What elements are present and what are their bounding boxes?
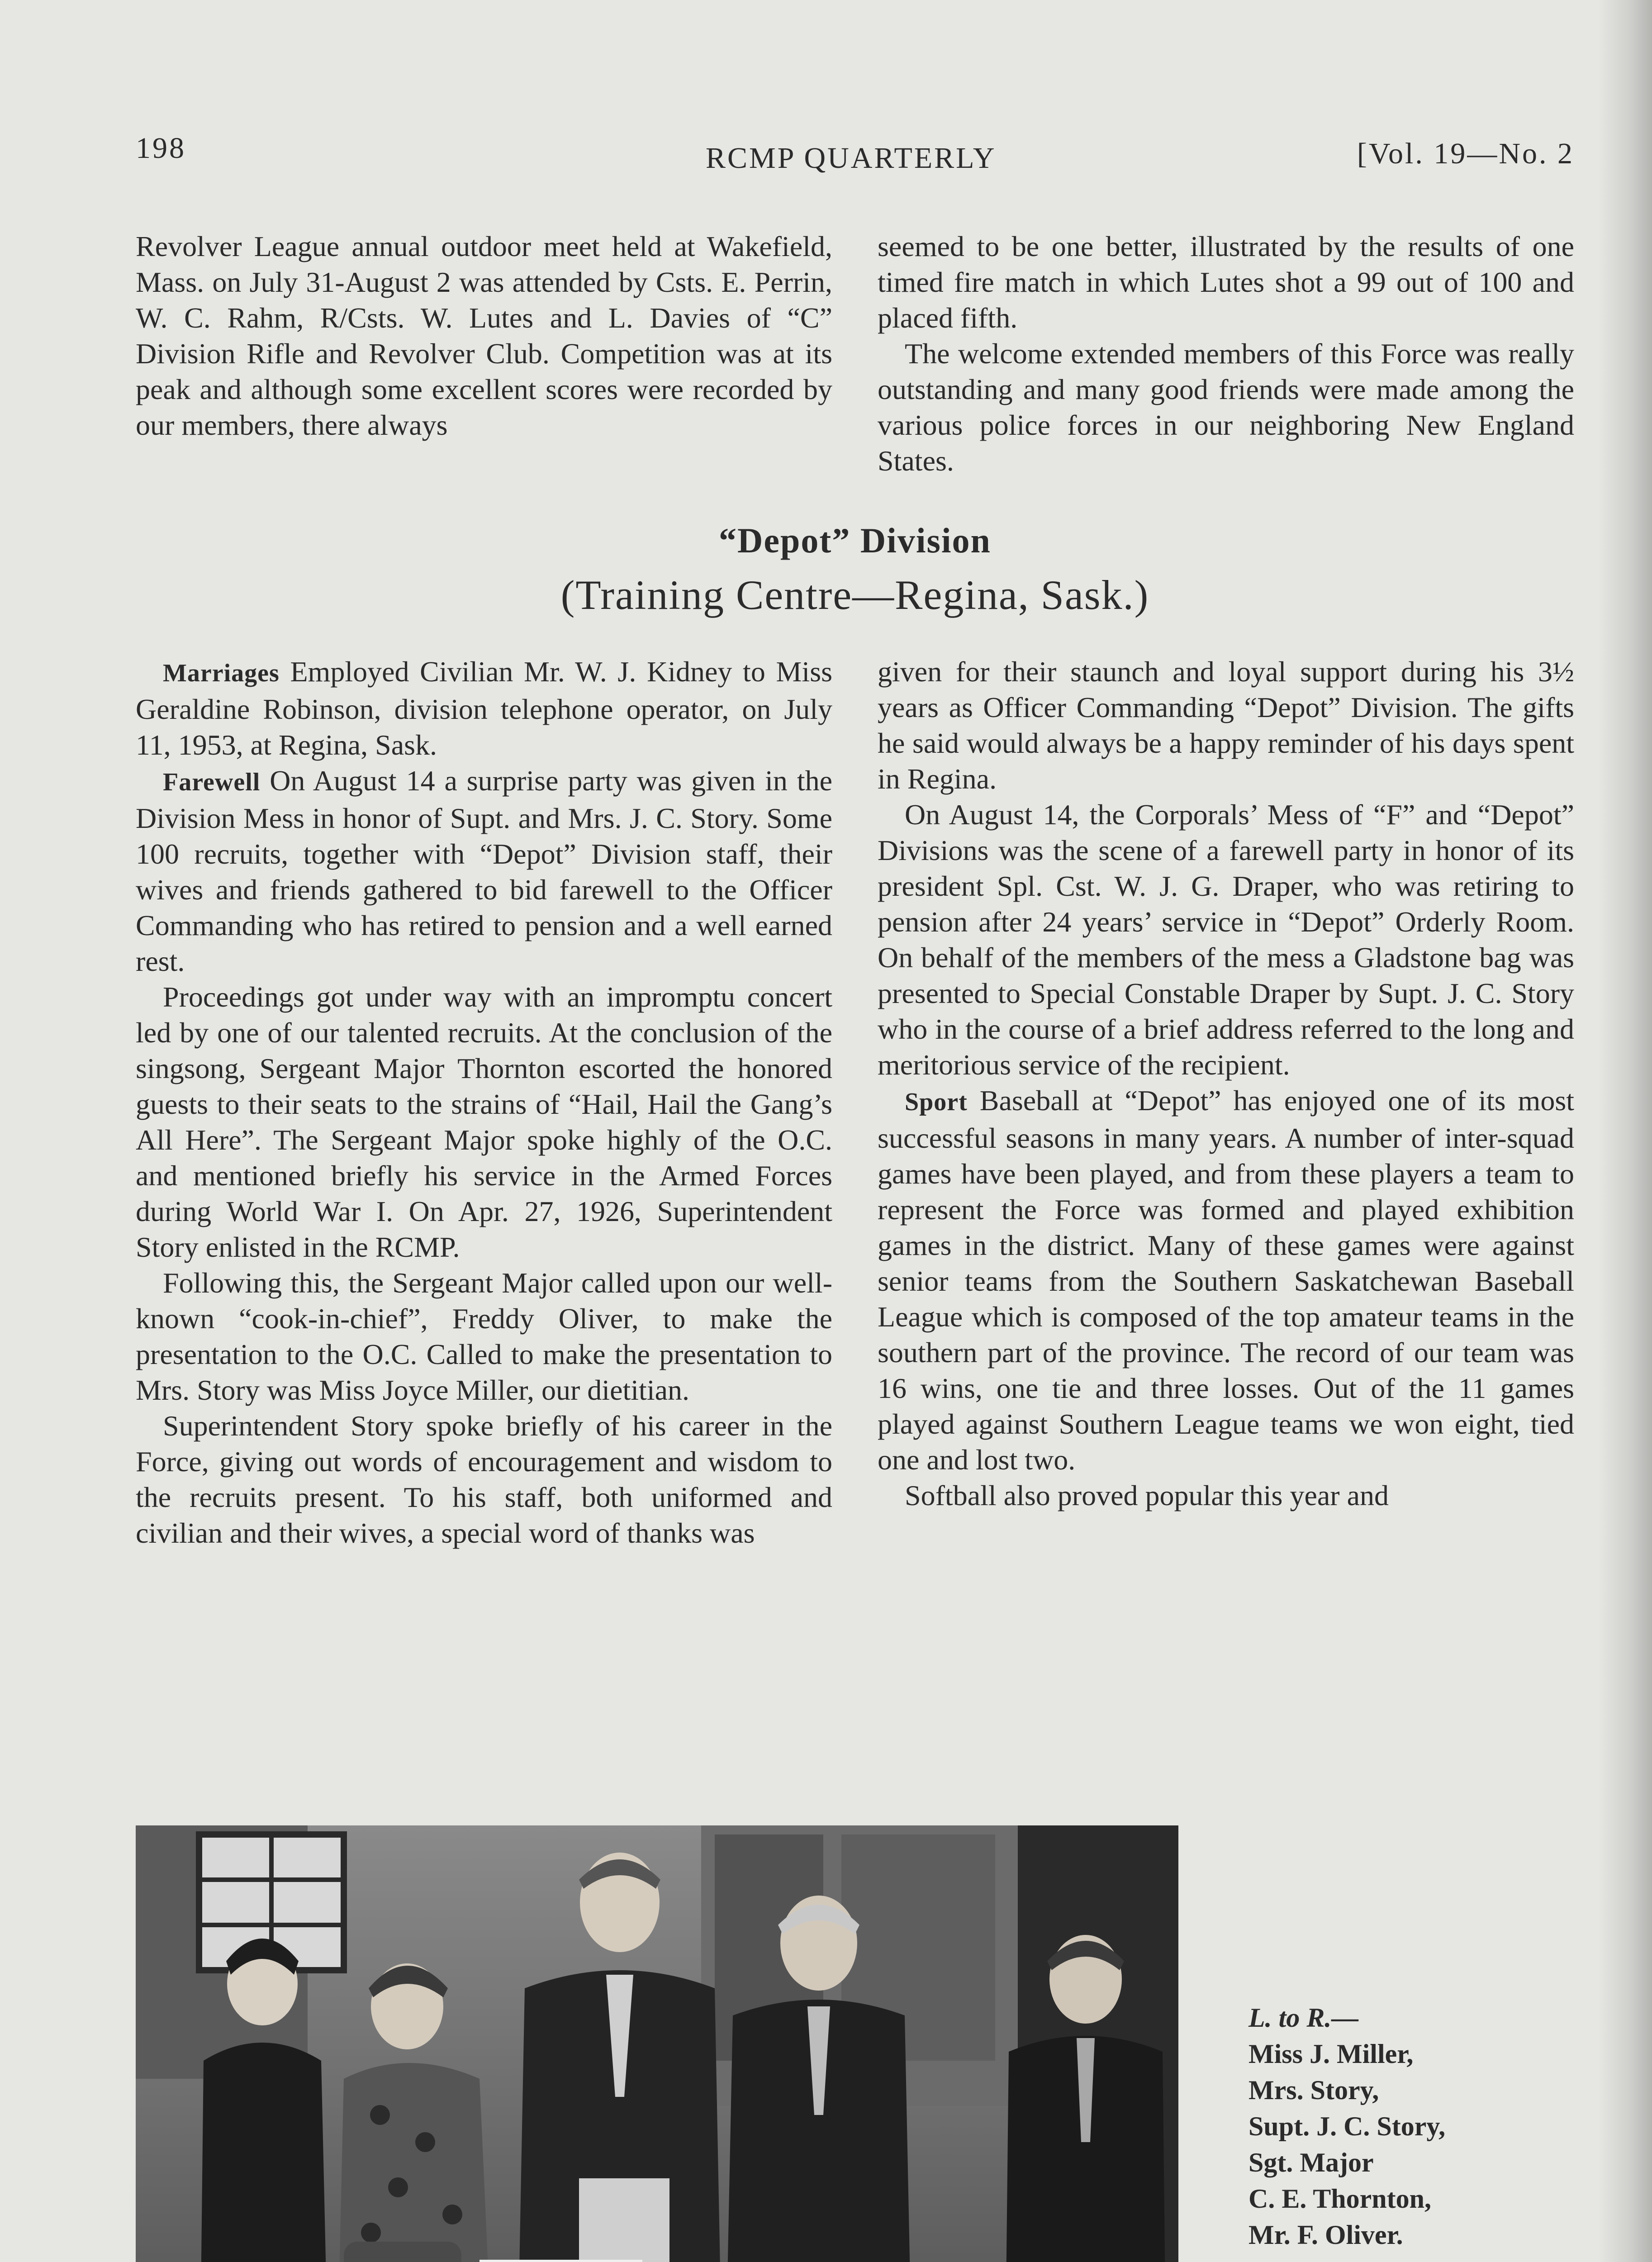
sport-heading: Sport <box>905 1088 968 1116</box>
caption-name: Mrs. Story, <box>1248 2075 1379 2105</box>
gift-wrapping <box>479 2260 642 2262</box>
continued-paragraph: Revolver League annual outdoor meet held at Wakefield, Mass. on July 31-August 2 was attended by Csts. E. Perrin, W. C. Rahm, R/Csts. W. Lutes and L. Davies of “C” Division Rifle and Revolver Club. Competition was at its peak and although some excellent scores were recorded by our members, there always <box>136 230 832 441</box>
marriages-text: Employed Civilian Mr. W. J. Kidney to Miss Geraldine Robinson, division telephone operator, on July 11, 1953, at Regina, Sask. <box>136 656 832 761</box>
journal-title: RCMP QUARTERLY <box>706 142 997 175</box>
caption-lead: L. to R.— <box>1248 2003 1359 2033</box>
volume-issue: [Vol. 19—No. 2 <box>1357 137 1574 170</box>
caption-name: C. E. Thornton, <box>1248 2184 1432 2214</box>
sport-text: Baseball at “Depot” has enjoyed one of its most successful seasons in many years. A number of inter-squad games have been played, and from these players a team to represent the Force was formed and played exhibition games in the district. Many of these games were against senior teams from the Southern Saskatchewan Baseball League which is composed of the top amateur teams in the southern part of the province. The record of our team was 16 wins, one tie and three losses. Out of the 11 games played against Southern League teams we won eight, tied one and lost two. <box>878 1084 1574 1476</box>
sport-paragraph <box>878 1083 1574 1478</box>
page-number: 198 <box>136 132 186 165</box>
top-left-column <box>136 228 832 443</box>
top-right-column <box>878 228 1574 479</box>
page-edge-shadow <box>1598 0 1652 2262</box>
caption-name: Sgt. Major <box>1248 2148 1374 2177</box>
proceedings-paragraph: Proceedings got under way with an impromptu concert led by one of our talented recruits. At the conclusion of the singsong, Sergeant Major Thornton escorted the honored guests to their seats to the strains of “Hail, Hail the Gang’s All Here”. The Sergeant Major spoke highly of the O.C. and mentioned briefly his service in the Armed Forces during World War I. On Apr. 27, 1926, Superintendent Story enlisted in the RCMP. <box>136 981 832 1263</box>
marriages-paragraph <box>136 654 832 763</box>
caption-name: Miss J. Miller, <box>1248 2039 1414 2069</box>
marriages-heading: Marriages <box>163 659 280 687</box>
caption-name: Mr. F. Oliver. <box>1248 2220 1403 2250</box>
farewell-paragraph <box>136 763 832 979</box>
gladstone-bag <box>344 2242 461 2262</box>
running-header <box>136 131 1574 176</box>
group-photo <box>136 1825 1178 2262</box>
section-title: “Depot” Division <box>719 521 991 560</box>
left-column <box>136 654 832 1551</box>
section-subtitle: (Training Centre—Regina, Sask.) <box>560 572 1149 618</box>
welcome-paragraph: The welcome extended members of this Force was really outstanding and many good friends were made among the various police forces in our neighboring New England States. <box>878 337 1574 477</box>
softball-paragraph: Softball also proved popular this year and <box>905 1479 1389 1511</box>
continued-paragraph-end: seemed to be one better, illustrated by the results of one timed fire match in which Lutes shot a 99 out of 100 and placed fifth. <box>878 230 1574 334</box>
farewell-text: On August 14 a surprise party was given in the Division Mess in honor of Supt. and Mrs. J. C. Story. Some 100 recruits, together with “Depot” Division staff, their wives and friends gathered to bid farewell to the Officer Commanding who has retired to pension and a well earned rest. <box>136 765 832 977</box>
right-column <box>878 654 1574 1513</box>
presentation-paragraph: Following this, the Sergeant Major called upon our well-known “cook-in-chief”, Freddy Oliver, to make the presentation to the O.C. Called to make the presentation to Mrs. Story was Miss Joyce Miller, our dietitian. <box>136 1267 832 1406</box>
photo-caption <box>1248 2000 1574 2253</box>
speech-continued-paragraph: given for their staunch and loyal support during his 3½ years as Officer Commanding “Depot” Division. The gifts he said would always be a happy reminder of his days spent in Regina. <box>878 656 1574 795</box>
caption-name: Supt. J. C. Story, <box>1248 2111 1446 2141</box>
speech-paragraph: Superintendent Story spoke briefly of his career in the Force, giving out words of encouragement and wisdom to the recruits present. To his staff, both uniformed and civilian and their wives, a special word of thanks was <box>136 1410 832 1549</box>
corporals-mess-paragraph: On August 14, the Corporals’ Mess of “F” and “Depot” Divisions was the scene of a farewell party in honor of its president Spl. Cst. W. J. G. Draper, who was retiring to pension after 24 years’ service in “Depot” Orderly Room. On behalf of the members of the mess a Gladstone bag was presented to Special Constable Draper by Supt. J. C. Story who in the course of a brief address referred to the long and meritorious service of the recipient. <box>878 798 1574 1081</box>
farewell-heading: Farewell <box>163 768 261 796</box>
gift-box <box>579 2178 669 2262</box>
